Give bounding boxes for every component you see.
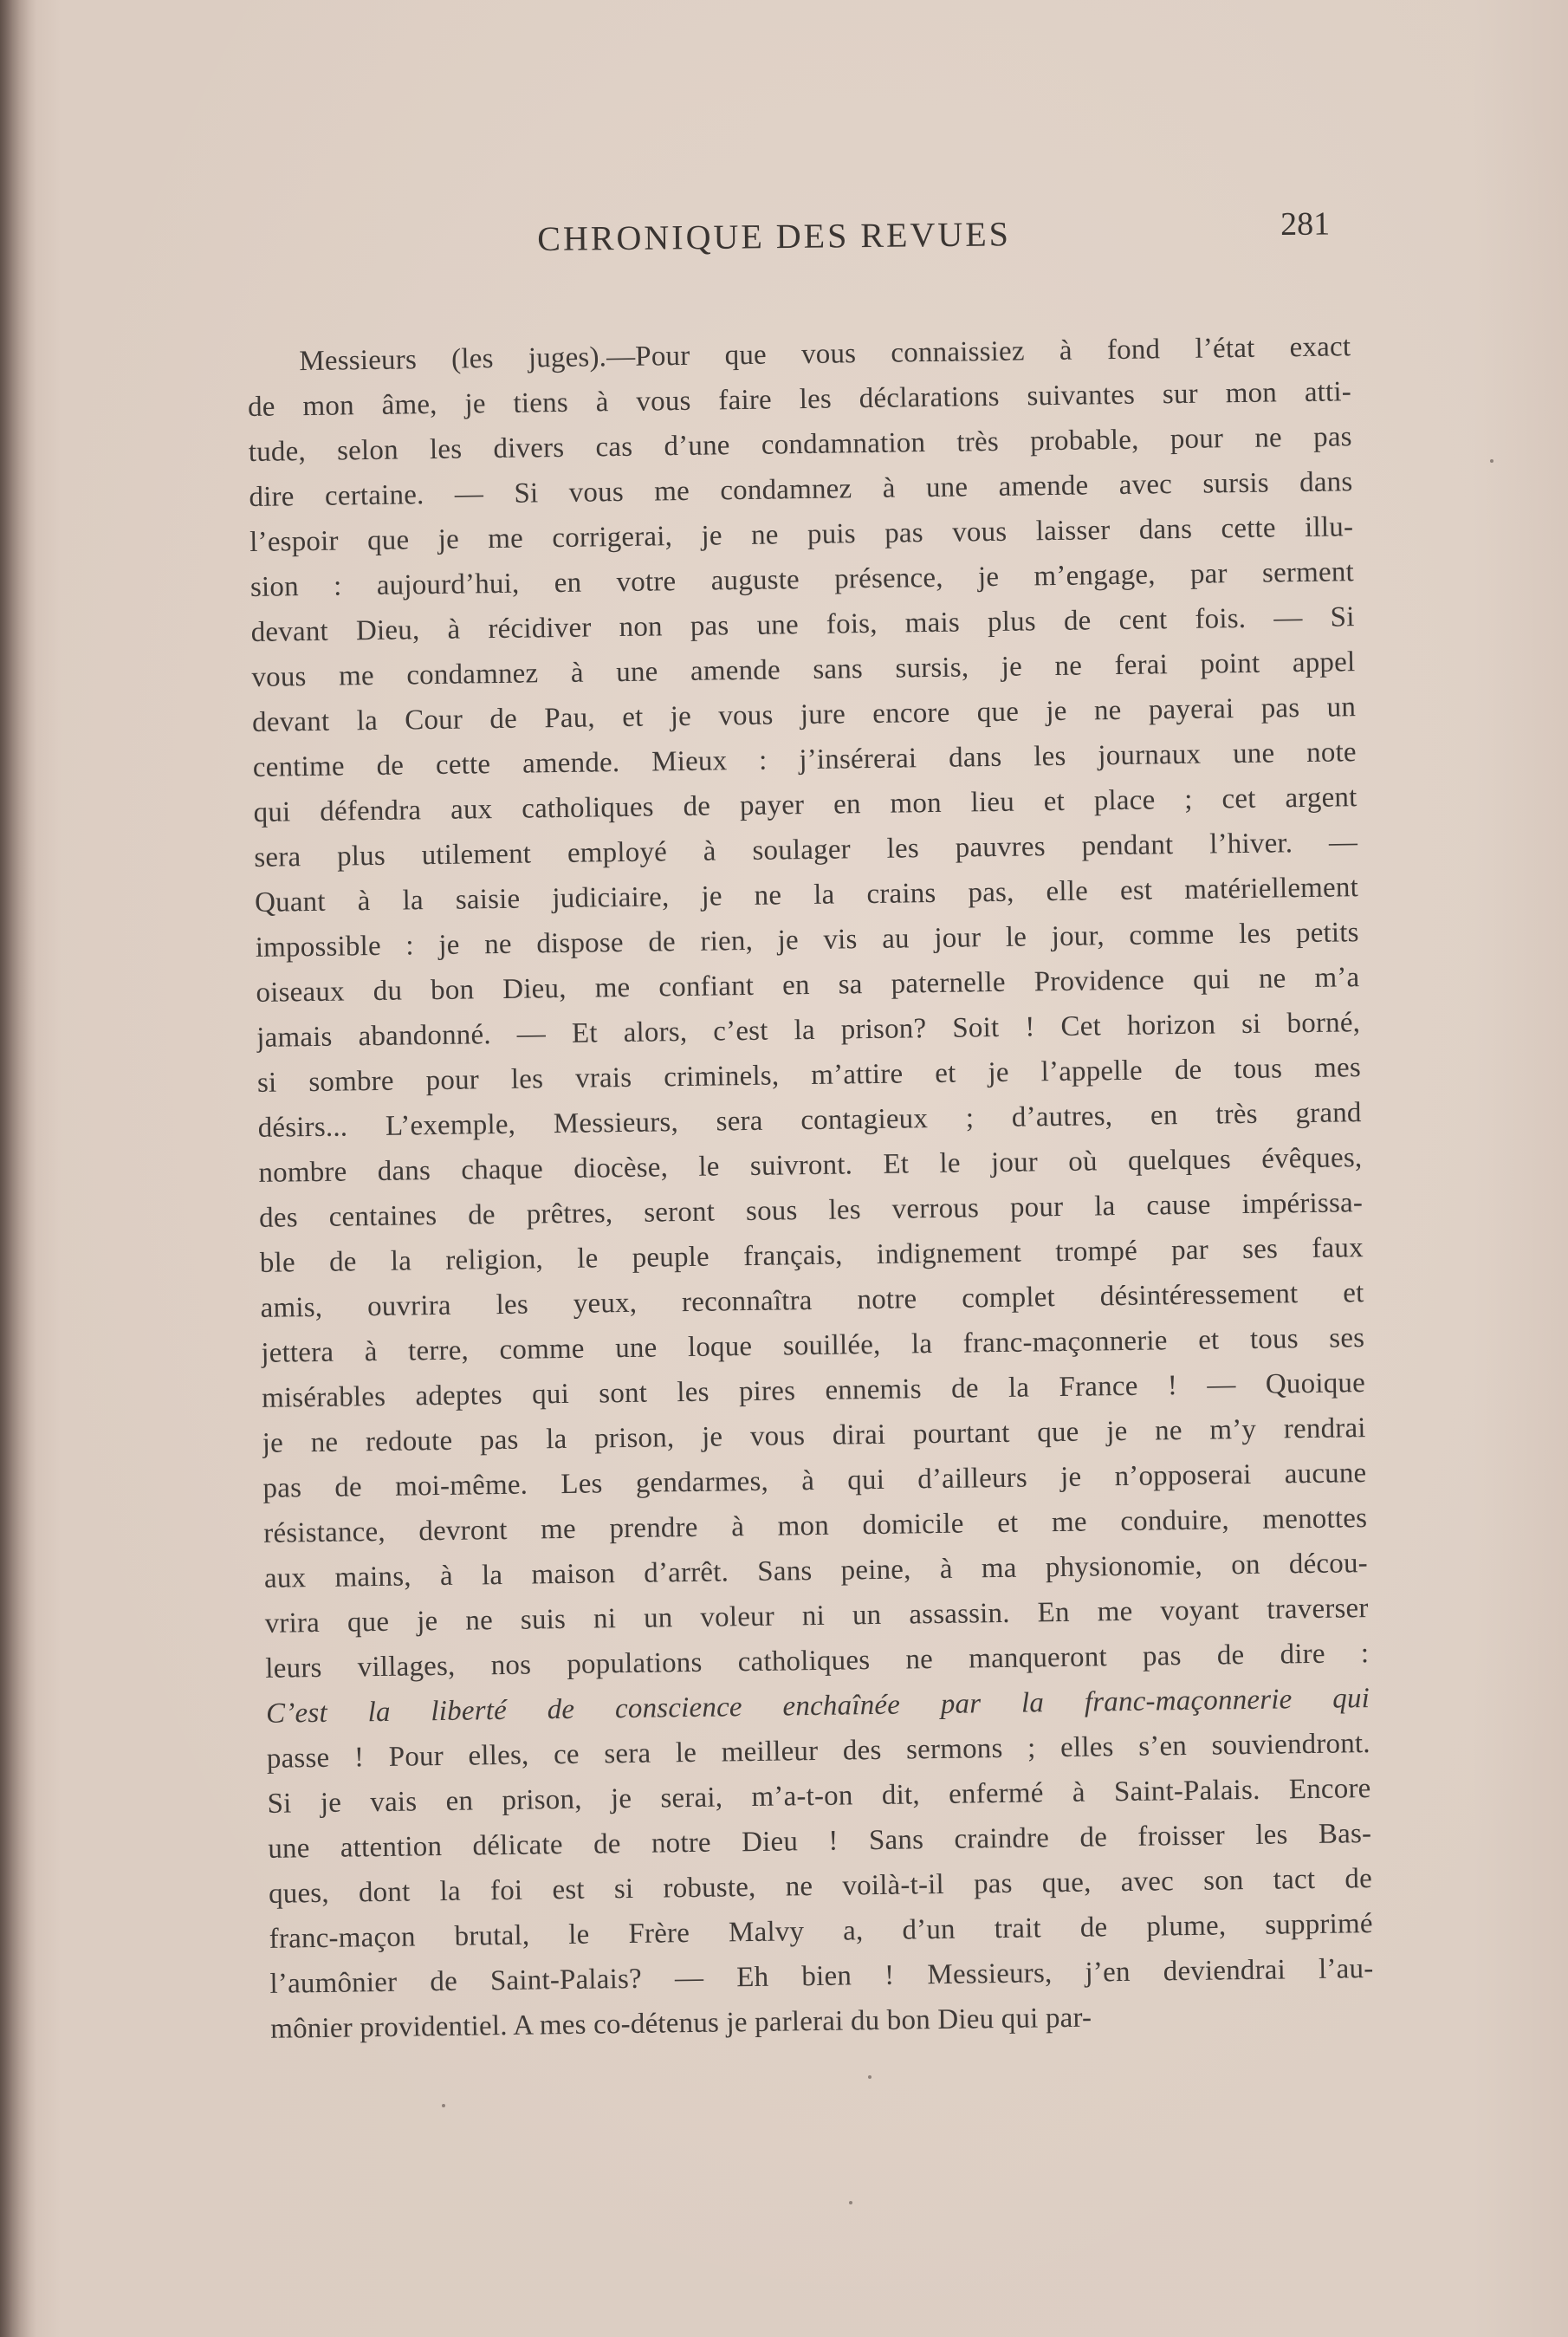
text-line: sera plus utilement employé à soulager les pauvres pendant l’hiver. — xyxy=(254,827,1358,873)
text-line: tude, selon les divers cas d’une condamnation très probable, pour ne pas xyxy=(248,421,1352,468)
text-line: devant Dieu, à récidiver non pas une fois, mais plus de cent fois. — Si xyxy=(250,601,1355,648)
text-line: de mon âme, je tiens à vous faire les déclarations suivantes sur mon atti- xyxy=(247,376,1352,423)
text-line: Si je vais en prison, je serai, m’a-t-on dit, enfermé à Saint-Palais. Encore xyxy=(267,1773,1371,1820)
text-line: l’aumônier de Saint-Palais? — Eh bien ! Messieurs, j’en deviendrai l’au- xyxy=(269,1953,1374,2000)
paper-speck xyxy=(1490,459,1493,463)
text-line: leurs villages, nos populations catholiques ne manqueront pas de dire : xyxy=(265,1638,1370,1685)
text-line: une attention délicate de notre Dieu ! Sans craindre de froisser les Bas- xyxy=(268,1818,1372,1865)
text-line: devant la Cour de Pau, et je vous jure encore que je ne payerai pas un xyxy=(251,691,1357,738)
text-line: sion : aujourd’hui, en votre auguste présence, je m’engage, par serment xyxy=(249,556,1355,603)
text-line: Messieurs (les juges).—Pour que vous connaissiez à fond l’état exact xyxy=(299,331,1351,378)
text-line: impossible : je ne dispose de rien, je vis au jour le jour, comme les petits xyxy=(255,917,1359,964)
text-line: franc-maçon brutal, le Frère Malvy a, d’un trait de plume, supprimé xyxy=(269,1908,1373,1955)
text-line: dire certaine. — Si vous me condamnez à une amende avec sursis dans xyxy=(249,466,1353,513)
text-line: passe ! Pour elles, ce sera le meilleur des sermons ; elles s’en souviendront. xyxy=(266,1728,1370,1775)
text-line: qui défendra aux catholiques de payer en mon lieu et place ; cet argent xyxy=(253,782,1357,828)
text-line: pas de moi-même. Les gendarmes, à qui d’ailleurs je n’opposerai aucune xyxy=(262,1457,1367,1504)
text-line: nombre dans chaque diocèse, le suivront. Et le jour où quelques évêques, xyxy=(258,1142,1363,1189)
text-line: Quant à la saisie judiciaire, je ne la crains pas, elle est matériellement xyxy=(254,872,1359,919)
text-line: amis, ouvrira les yeux, reconnaîtra notre complet désintéressement et xyxy=(260,1277,1364,1324)
text-line: oiseaux du bon Dieu, me confiant en sa paternelle Providence qui ne m’a xyxy=(256,962,1360,1009)
text-line: ques, dont la foi est si robuste, ne voilà-t-il pas que, avec son tact de xyxy=(268,1863,1373,1910)
page-number: 281 xyxy=(1280,205,1331,243)
text-line-italic: C’est la liberté de conscience enchaînée par la franc-maçonnerie qui xyxy=(265,1683,1370,1730)
text-line: jettera à terre, comme une loque souillée, la franc-maçonnerie et tous ses xyxy=(261,1322,1365,1369)
text-line: ble de la religion, le peuple français, indignement trompé par ses faux xyxy=(259,1232,1364,1279)
text-line: je ne redoute pas la prison, je vous dirai pourtant que je ne m’y rendrai xyxy=(262,1412,1366,1459)
text-line: misérables adeptes qui sont les pires ennemis de la France ! — Quoique xyxy=(261,1367,1366,1414)
text-line: résistance, devront me prendre à mon domicile et me conduire, menottes xyxy=(262,1503,1368,1549)
spine-shadow xyxy=(0,0,36,2337)
text-line: désirs... L’exemple, Messieurs, sera contagieux ; d’autres, en très grand xyxy=(257,1097,1362,1144)
running-head xyxy=(537,205,1335,270)
paper-speck xyxy=(442,2104,445,2107)
text-line: jamais abandonné. — Et alors, c’est la prison? Soit ! Cet horizon si borné, xyxy=(256,1007,1361,1054)
text-line: vous me condamnez à une amende sans sursis, je ne ferai point appel xyxy=(251,646,1356,693)
text-line: des centaines de prêtres, seront sous les verrous pour la cause impérissa- xyxy=(258,1187,1364,1234)
body-text xyxy=(247,324,1374,2052)
text-line: mônier providentiel. A mes co-détenus je parlerai du bon Dieu qui par- xyxy=(269,2002,1092,2045)
text-line: vrira que je ne suis ni un voleur ni un assassin. En me voyant traverser xyxy=(264,1593,1369,1639)
text-line: si sombre pour les vrais criminels, m’attire et je l’appelle de tous mes xyxy=(256,1052,1362,1099)
text-line: l’espoir que je me corrigerai, je ne puis pas vous laisser dans cette illu- xyxy=(249,511,1354,558)
text-line: centime de cette amende. Mieux : j’insérerai dans les journaux une note xyxy=(252,737,1357,783)
paper-speck xyxy=(868,2075,871,2079)
running-title: CHRONIQUE DES REVUES xyxy=(537,214,1012,258)
paper-speck xyxy=(849,2201,852,2204)
text-line: aux mains, à la maison d’arrêt. Sans peine, à ma physionomie, on décou- xyxy=(263,1548,1369,1594)
